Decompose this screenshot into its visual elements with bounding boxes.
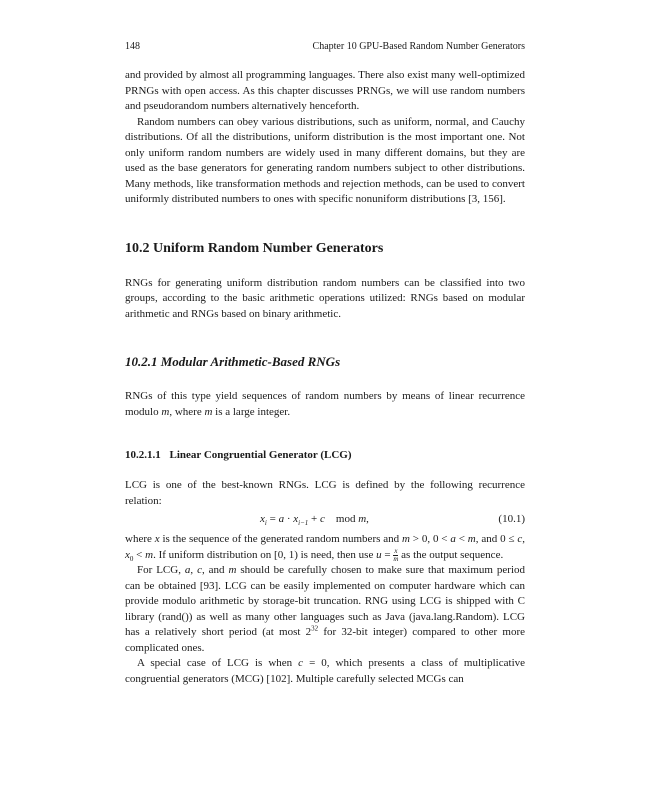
subsubsection-title: Linear Congruential Generator (LCG) — [169, 449, 352, 461]
equation-10-1 — [125, 510, 525, 529]
page-number: 148 — [125, 41, 140, 52]
subsection-paragraph — [125, 389, 525, 420]
subsection-text-c: is a large integer. — [212, 405, 291, 418]
subsection-text-b: , where — [169, 405, 205, 418]
section-number: 10.2 — [125, 240, 150, 256]
intro-paragraph-2: Random numbers can obey various distributions, such as uniform, normal, and Cauchy distributions. Of all the distributions, uniform distribution is the most important one. Not only uniform random numbers are widely used in many different domains, but they are used as the base generators for generating random numbers subject to other distributions. Many methods, like transformation methods and rejection methods, can be used to convert uniformly distributed numbers to ones with specific nonuniform distributions [3, 156]. — [125, 115, 525, 205]
where-paragraph: where x is the sequence of the generated random numbers and m > 0, 0 < a < m, and 0 ≤ c, $x_0 < m$. If uniform distribution on [0, 1) is need, then use u = $\frac{x}{m}$ as the output sequence. — [125, 533, 525, 563]
intro-paragraph-1: and provided by almost all programming languages. There also exist many well-optimized PRNGs with open access. As this chapter discusses PRNGs, we will use random numbers and pseudorandom numbers alternatively henceforth. — [125, 69, 525, 112]
equation-number: (10.1) — [498, 513, 525, 525]
page — [125, 40, 525, 687]
subsubsection-heading — [125, 448, 525, 463]
lcg-paragraph-3: A special case of LCG is when c = 0, which presents a class of multiplicative congruential generators (MCG) [102]. Multiple carefully selected MCGs can — [125, 657, 526, 685]
subsection-heading — [125, 353, 525, 371]
lcg-paragraph-2: For LCG, a, c, and m should be carefully chosen to make sure that maximum period can be obtained [93]. LCG can be easily implemented on computer hardware which can provide modulo arithmetic by storage-bit truncation. RNG using LCG is shipped with C library (rand()) as well as many other languages such as Java (java.lang.Random). LCG has a relatively short period (at most $2^{32}$ for 32-bit integer) compared to other more complicated ones. — [125, 564, 526, 654]
subsection-var-m2: m — [204, 405, 213, 418]
section-title: Uniform Random Number Generators — [153, 240, 384, 256]
subsection-number: 10.2.1 — [125, 354, 158, 369]
running-header — [125, 40, 525, 54]
subsubsection-number: 10.2.1.1 — [125, 449, 161, 461]
subsection-text-a: RNGs of this type yield sequences of random numbers by means of linear recurrence modulo — [125, 390, 525, 418]
section-paragraph: RNGs for generating uniform distribution random numbers can be classified into two groups, according to the basic arithmetic operations utilized: RNGs based on modular arithmetic and RNGs based on binary arithmetic. — [125, 276, 525, 320]
section-heading — [125, 240, 525, 258]
subsection-title: Modular Arithmetic-Based RNGs — [160, 354, 341, 369]
lcg-paragraph-1: LCG is one of the best-known RNGs. LCG is defined by the following recurrence relation: — [125, 479, 525, 507]
subsection-var-m: m — [161, 405, 170, 418]
running-title: Chapter 10 GPU-Based Random Number Generators — [312, 41, 525, 52]
fraction-x-over-m: $\frac{x}{m}$ — [393, 546, 399, 563]
equation-body: $x_i = a \cdot x_{i-1} + c$ mod m, — [260, 513, 369, 528]
